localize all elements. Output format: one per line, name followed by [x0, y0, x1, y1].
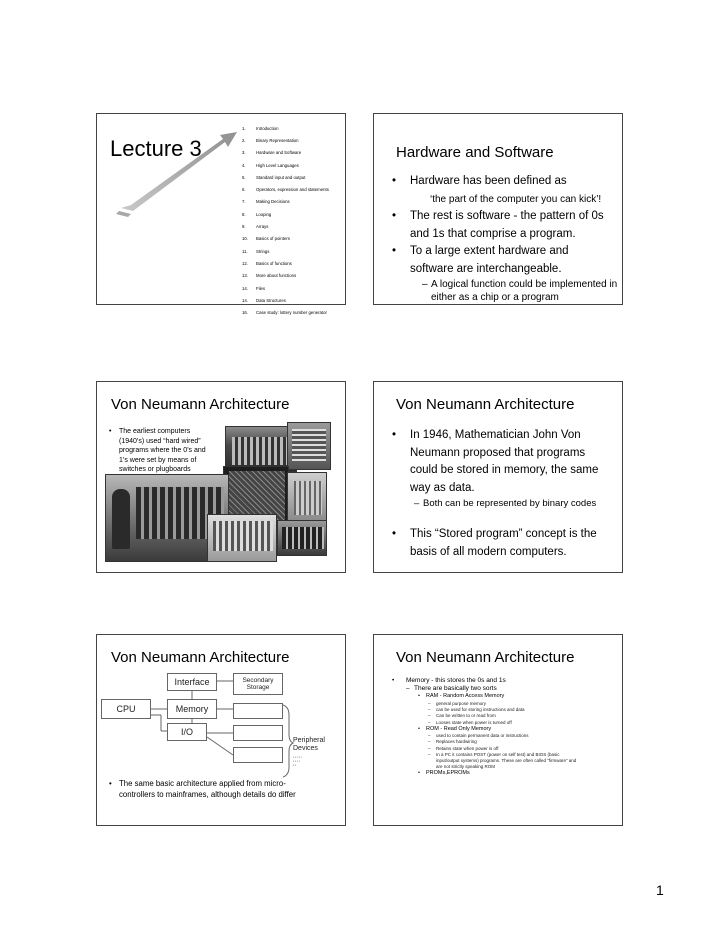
toc-item: 4. High Level Languages: [242, 162, 299, 168]
memory-box: Memory: [167, 699, 217, 719]
peripheral-slot: [233, 725, 283, 741]
slide-body: • Hardware has been defined as ‘the part of the computer you can kick’! • The rest is software - the pattern of 0s and 1s that comprise a program. • To a large extent hardware and software are interchangeable. – A logical function could be implemented in either as a chip or a program: [392, 175, 618, 303]
io-box: I/O: [167, 723, 207, 741]
table-of-contents: [242, 122, 329, 319]
slide-lecture-3: [96, 113, 346, 316]
slide-caption: • The same basic architecture applied from micro- controllers to mainframes, although details do differ: [109, 779, 296, 799]
toc-item: 8. Looping: [242, 211, 272, 217]
toc-item: 7. Making Decisions: [242, 199, 290, 205]
peripheral-slot: [233, 703, 283, 719]
slide-title: Von Neumann Architecture: [396, 396, 575, 413]
computer-photo: [207, 514, 277, 562]
slide-architecture-diagram: [96, 634, 346, 826]
toc-item: 13. More about functions: [242, 273, 297, 279]
toc-item: 14. Data Structures: [242, 297, 286, 303]
slide-title: Von Neumann Architecture: [396, 649, 575, 666]
toc-item: 3. Hardware and Software: [242, 150, 302, 156]
peripheral-slot: [233, 747, 283, 763]
slide-memory-types: [373, 634, 623, 826]
toc-item: 6. Operators, expression and statements: [242, 187, 329, 193]
slide-title: Von Neumann Architecture: [111, 649, 290, 666]
slide-title: Hardware and Software: [396, 144, 554, 161]
slide-von-neumann-history: [96, 381, 346, 573]
slide-hardware-software: [373, 113, 623, 305]
slide-body: • Memory - this stores the 0s and 1s – There are basically two sorts • RAM - Random Access Memory – general purpose memory – can be used for storing instructions and data – Can be written to or read from – Looses state when power is turned off • ROM - Read Only Memory – used to contain permanent data or instructions – Replaces hardwiring – Retains state when power is off – In a PC it contains POST (power on self test) and BIOS (basic input/output systems) programs. These are often called “firmware” and are not strictly speaking ROM • PROMs,EPROMs: [392, 677, 577, 777]
slide-body: • The earliest computers (1940’s) used “hard wired” programs where the 0’s and 1’s were set by means of switches or plugboards: [109, 428, 206, 473]
toc-item: 5. Standard input and output: [242, 174, 306, 180]
toc-item: 12. Basics of functions: [242, 260, 292, 266]
slide-title: Von Neumann Architecture: [111, 396, 290, 413]
peripheral-devices-label: Peripheral Devices ▪ ▪ ▪ ▪ ▪ ▪ ▪ ▪ ▪ ▪ ▪: [293, 737, 325, 767]
toc-item: 11. Strings: [242, 248, 270, 254]
toc-item: 1. Introduction: [242, 125, 279, 131]
slide-stored-program: [373, 381, 623, 573]
cpu-box: CPU: [101, 699, 151, 719]
toc-item: 2. Binary Representation: [242, 137, 299, 143]
toc-item: 10. Basics of pointers: [242, 236, 290, 242]
computer-photo: [277, 520, 327, 556]
toc-item: 9. Arrays: [242, 224, 269, 230]
interface-box: Interface: [167, 673, 217, 691]
slide-body: • In 1946, Mathematician John Von Neumann proposed that programs could be stored in memory, the same way as data. – Both can be represented by binary codes • This “Stored program” concept is the basis of all modern computers.: [392, 429, 599, 558]
toc-item: 14. Files: [242, 285, 266, 291]
page-number: 1: [656, 882, 664, 898]
toc-item: 16. Case study: lottery number generator: [242, 310, 327, 316]
secondary-storage-box: Secondary Storage: [233, 673, 283, 695]
computer-photo: [287, 472, 327, 522]
computer-photo: [287, 422, 331, 470]
slide-title: Lecture 3: [110, 136, 202, 161]
